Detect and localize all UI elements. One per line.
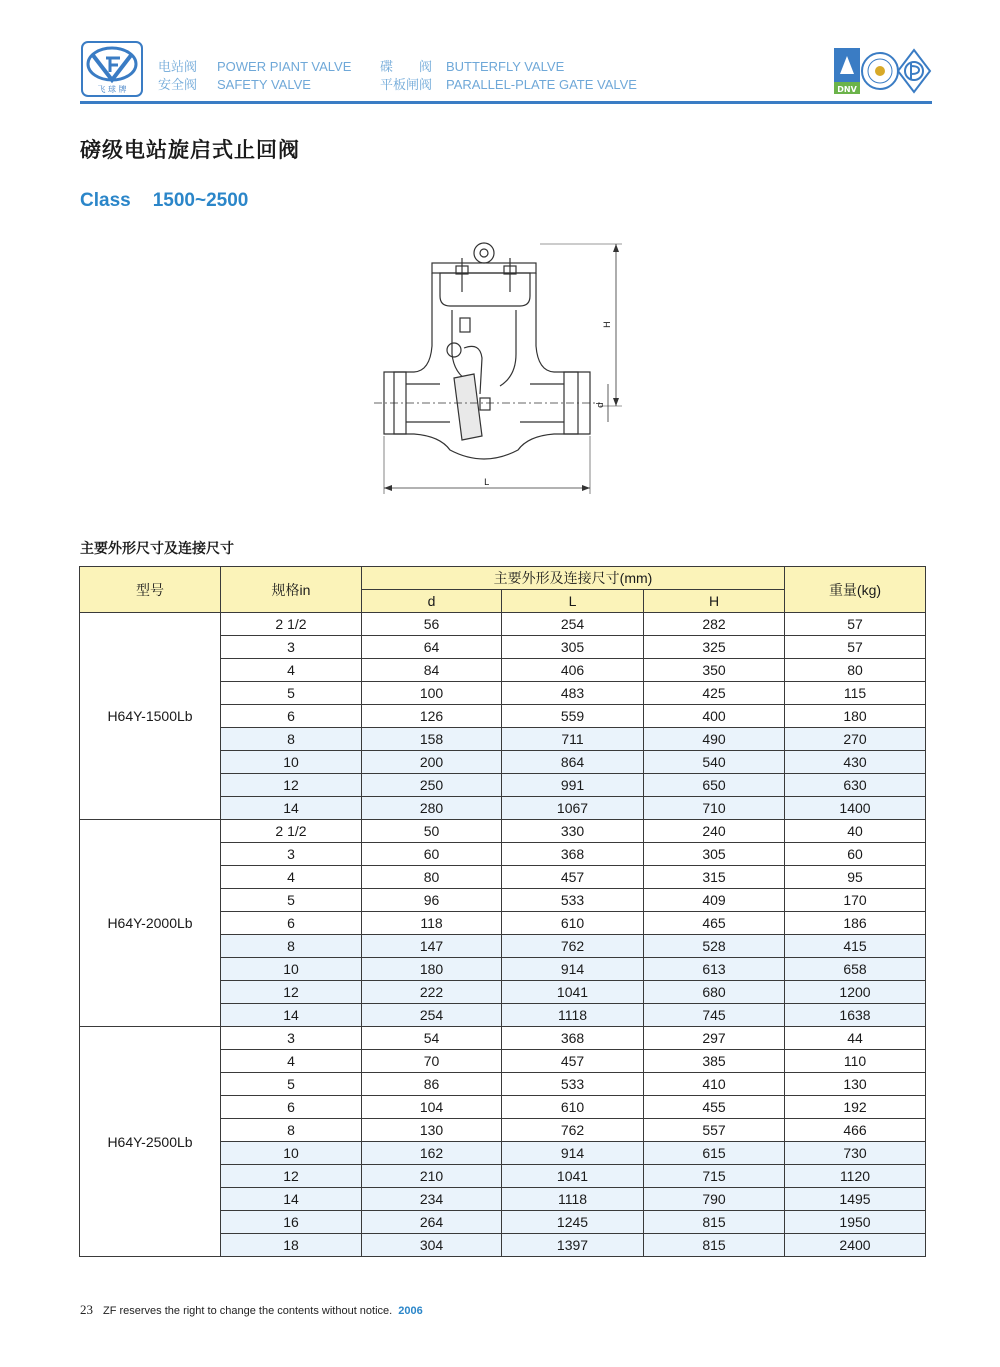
H-cell: 297 (644, 1027, 785, 1050)
H-cell: 282 (644, 613, 785, 636)
size-cell: 4 (221, 659, 362, 682)
weight-cell: 466 (785, 1119, 926, 1142)
size-cell: 5 (221, 889, 362, 912)
size-cell: 2 1/2 (221, 820, 362, 843)
L-cell: 305 (502, 636, 644, 659)
size-cell: 14 (221, 1004, 362, 1027)
header-col-2 (217, 58, 351, 94)
H-cell: 613 (644, 958, 785, 981)
spec-table-body (80, 613, 926, 1257)
weight-cell: 1120 (785, 1165, 926, 1188)
H-cell: 410 (644, 1073, 785, 1096)
L-cell: 559 (502, 705, 644, 728)
L-cell: 1067 (502, 797, 644, 820)
d-cell: 158 (362, 728, 502, 751)
header-text: BUTTERFLY VALVE (446, 59, 565, 74)
header-col-4 (446, 58, 637, 94)
weight-cell: 44 (785, 1027, 926, 1050)
weight-cell: 415 (785, 935, 926, 958)
weight-cell: 80 (785, 659, 926, 682)
size-cell: 5 (221, 682, 362, 705)
H-cell: 815 (644, 1211, 785, 1234)
L-cell: 762 (502, 1119, 644, 1142)
L-cell: 762 (502, 935, 644, 958)
d-cell: 80 (362, 866, 502, 889)
size-cell: 6 (221, 912, 362, 935)
certification-logos (832, 46, 932, 96)
d-cell: 60 (362, 843, 502, 866)
header-text: 平板闸阀 (380, 77, 433, 92)
size-cell: 8 (221, 728, 362, 751)
weight-cell: 1638 (785, 1004, 926, 1027)
L-cell: 711 (502, 728, 644, 751)
L-cell: 533 (502, 889, 644, 912)
weight-cell: 115 (785, 682, 926, 705)
H-cell: 745 (644, 1004, 785, 1027)
size-cell: 6 (221, 1096, 362, 1119)
size-cell: 2 1/2 (221, 613, 362, 636)
class-label: Class (80, 190, 131, 211)
weight-cell: 1495 (785, 1188, 926, 1211)
weight-cell: 1950 (785, 1211, 926, 1234)
H-cell: 680 (644, 981, 785, 1004)
d-cell: 250 (362, 774, 502, 797)
class-subtitle (80, 190, 270, 212)
weight-cell: 130 (785, 1073, 926, 1096)
d-cell: 50 (362, 820, 502, 843)
d-cell: 162 (362, 1142, 502, 1165)
d-cell: 56 (362, 613, 502, 636)
L-cell: 533 (502, 1073, 644, 1096)
H-cell: 385 (644, 1050, 785, 1073)
weight-cell: 730 (785, 1142, 926, 1165)
L-cell: 1397 (502, 1234, 644, 1257)
H-cell: 615 (644, 1142, 785, 1165)
header-weight: 重量(kg) (785, 567, 926, 613)
header-size: 规格in (221, 567, 362, 613)
api-cert-icon (898, 50, 930, 92)
L-cell: 864 (502, 751, 644, 774)
d-cell: 210 (362, 1165, 502, 1188)
size-cell: 8 (221, 935, 362, 958)
size-cell: 3 (221, 1027, 362, 1050)
size-cell: 14 (221, 797, 362, 820)
section-heading: 主要外形尺寸及连接尺寸 (80, 541, 234, 557)
weight-cell: 186 (785, 912, 926, 935)
H-cell: 305 (644, 843, 785, 866)
weight-cell: 2400 (785, 1234, 926, 1257)
header-col-1 (158, 58, 197, 94)
L-cell: 991 (502, 774, 644, 797)
d-cell: 64 (362, 636, 502, 659)
L-cell: 610 (502, 1096, 644, 1119)
H-cell: 540 (644, 751, 785, 774)
size-cell: 12 (221, 981, 362, 1004)
d-cell: 222 (362, 981, 502, 1004)
weight-cell: 57 (785, 636, 926, 659)
L-cell: 610 (502, 912, 644, 935)
L-cell: 1118 (502, 1188, 644, 1211)
L-cell: 1041 (502, 981, 644, 1004)
L-cell: 483 (502, 682, 644, 705)
H-cell: 350 (644, 659, 785, 682)
H-cell: 710 (644, 797, 785, 820)
dim-label-d: d (596, 402, 606, 408)
header-text: PARALLEL-PLATE GATE VALVE (446, 77, 637, 92)
header-text: SAFETY VALVE (217, 77, 311, 92)
table-row (80, 613, 926, 636)
dnv-cert-icon (834, 48, 860, 94)
L-cell: 1245 (502, 1211, 644, 1234)
seal-cert-icon (862, 53, 898, 89)
L-cell: 457 (502, 866, 644, 889)
H-cell: 315 (644, 866, 785, 889)
page-number: 23 (80, 1302, 93, 1317)
H-cell: 240 (644, 820, 785, 843)
size-cell: 10 (221, 1142, 362, 1165)
weight-cell: 192 (785, 1096, 926, 1119)
header-L: L (502, 590, 644, 613)
L-cell: 330 (502, 820, 644, 843)
H-cell: 528 (644, 935, 785, 958)
svg-text:飞 球 牌: 飞 球 牌 (97, 85, 127, 94)
header-col-3 (380, 58, 432, 94)
d-cell: 100 (362, 682, 502, 705)
svg-text:DNV: DNV (837, 85, 857, 94)
weight-cell: 270 (785, 728, 926, 751)
size-cell: 12 (221, 774, 362, 797)
size-cell: 10 (221, 751, 362, 774)
footer-notice: ZF reserves the right to change the contents without notice. (103, 1305, 393, 1317)
weight-cell: 630 (785, 774, 926, 797)
size-cell: 18 (221, 1234, 362, 1257)
size-cell: 3 (221, 843, 362, 866)
d-cell: 180 (362, 958, 502, 981)
header-rule (80, 101, 932, 104)
weight-cell: 60 (785, 843, 926, 866)
model-cell: H64Y-1500Lb (80, 613, 221, 820)
d-cell: 118 (362, 912, 502, 935)
header-model: 型号 (80, 567, 221, 613)
weight-cell: 110 (785, 1050, 926, 1073)
d-cell: 304 (362, 1234, 502, 1257)
d-cell: 104 (362, 1096, 502, 1119)
model-cell: H64Y-2000Lb (80, 820, 221, 1027)
valve-drawing (370, 236, 640, 496)
model-cell: H64Y-2500Lb (80, 1027, 221, 1257)
table-row (80, 820, 926, 843)
d-cell: 147 (362, 935, 502, 958)
page-header (80, 40, 932, 102)
size-cell: 10 (221, 958, 362, 981)
H-cell: 815 (644, 1234, 785, 1257)
H-cell: 325 (644, 636, 785, 659)
L-cell: 914 (502, 958, 644, 981)
H-cell: 455 (644, 1096, 785, 1119)
table-row (80, 1027, 926, 1050)
weight-cell: 430 (785, 751, 926, 774)
header-d: d (362, 590, 502, 613)
header-text: POWER PIANT VALVE (217, 59, 352, 74)
dim-label-L: L (484, 478, 490, 488)
header-text: 电站阀 (158, 59, 198, 74)
d-cell: 86 (362, 1073, 502, 1096)
footer-year: 2006 (398, 1305, 423, 1317)
d-cell: 254 (362, 1004, 502, 1027)
company-logo-icon (80, 40, 144, 98)
spec-table (79, 566, 926, 1257)
size-cell: 16 (221, 1211, 362, 1234)
weight-cell: 1200 (785, 981, 926, 1004)
d-cell: 70 (362, 1050, 502, 1073)
H-cell: 465 (644, 912, 785, 935)
d-cell: 130 (362, 1119, 502, 1142)
page-title: 磅级电站旋启式止回阀 (80, 138, 300, 162)
L-cell: 254 (502, 613, 644, 636)
weight-cell: 180 (785, 705, 926, 728)
d-cell: 54 (362, 1027, 502, 1050)
size-cell: 12 (221, 1165, 362, 1188)
d-cell: 84 (362, 659, 502, 682)
d-cell: 264 (362, 1211, 502, 1234)
page-footer (80, 1302, 423, 1318)
size-cell: 4 (221, 866, 362, 889)
weight-cell: 57 (785, 613, 926, 636)
H-cell: 650 (644, 774, 785, 797)
d-cell: 280 (362, 797, 502, 820)
weight-cell: 1400 (785, 797, 926, 820)
header-dims: 主要外形及连接尺寸(mm) (362, 567, 785, 590)
weight-cell: 658 (785, 958, 926, 981)
header-text: 安全阀 (158, 77, 198, 92)
H-cell: 715 (644, 1165, 785, 1188)
size-cell: 8 (221, 1119, 362, 1142)
L-cell: 368 (502, 843, 644, 866)
size-cell: 6 (221, 705, 362, 728)
size-cell: 4 (221, 1050, 362, 1073)
size-cell: 14 (221, 1188, 362, 1211)
size-cell: 5 (221, 1073, 362, 1096)
d-cell: 234 (362, 1188, 502, 1211)
L-cell: 914 (502, 1142, 644, 1165)
dim-label-H: H (603, 321, 613, 328)
H-cell: 490 (644, 728, 785, 751)
H-cell: 425 (644, 682, 785, 705)
header-text: 碟 阀 (380, 59, 433, 74)
L-cell: 406 (502, 659, 644, 682)
header-H: H (644, 590, 785, 613)
H-cell: 557 (644, 1119, 785, 1142)
L-cell: 1118 (502, 1004, 644, 1027)
weight-cell: 95 (785, 866, 926, 889)
d-cell: 200 (362, 751, 502, 774)
L-cell: 368 (502, 1027, 644, 1050)
L-cell: 1041 (502, 1165, 644, 1188)
weight-cell: 170 (785, 889, 926, 912)
d-cell: 96 (362, 889, 502, 912)
H-cell: 409 (644, 889, 785, 912)
weight-cell: 40 (785, 820, 926, 843)
d-cell: 126 (362, 705, 502, 728)
L-cell: 457 (502, 1050, 644, 1073)
class-value: 1500~2500 (152, 190, 249, 211)
H-cell: 400 (644, 705, 785, 728)
size-cell: 3 (221, 636, 362, 659)
H-cell: 790 (644, 1188, 785, 1211)
